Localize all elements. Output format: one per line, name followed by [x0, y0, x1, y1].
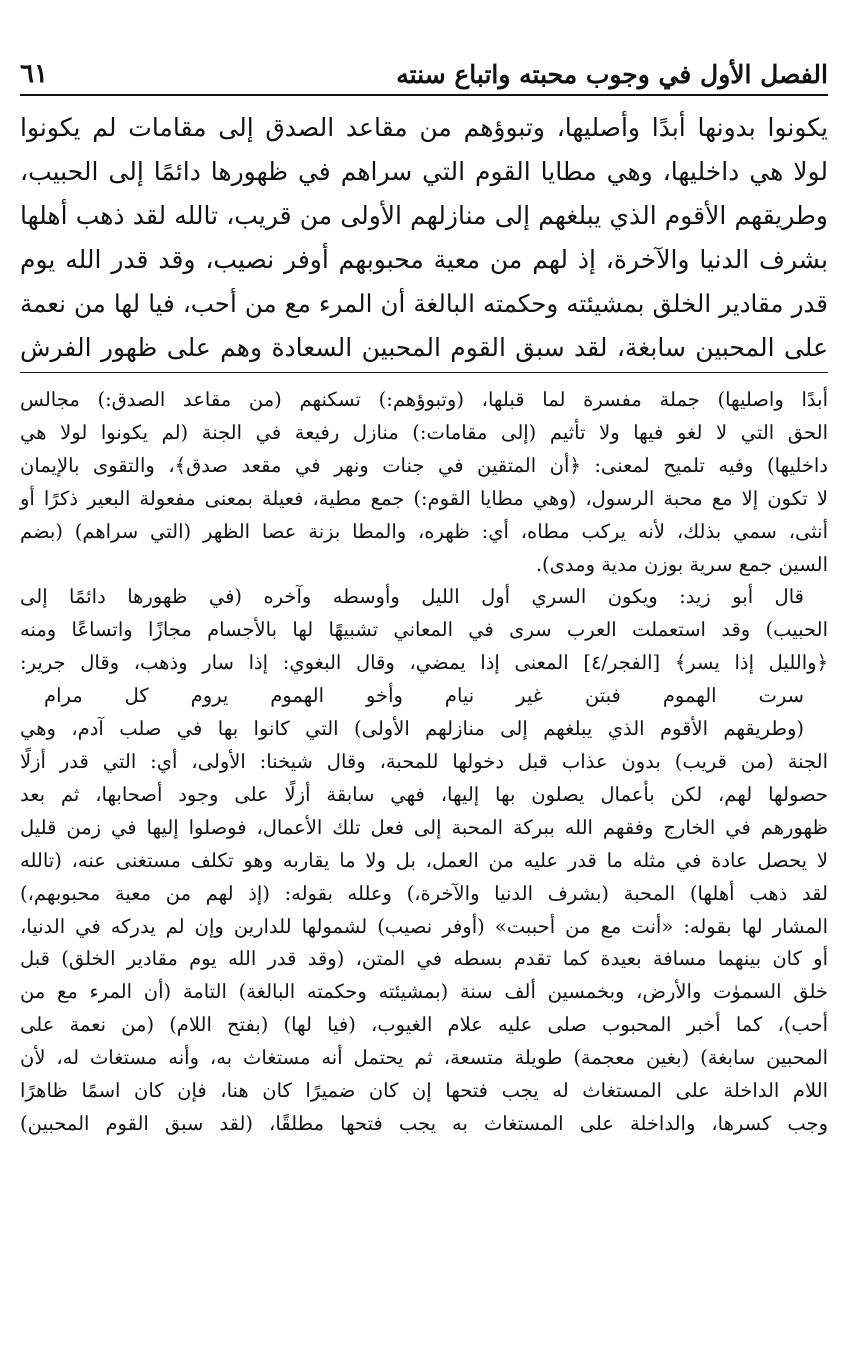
poem-verse: سرت الهموم فبتن غير نيام وأخو الهموم يروم كل مرام — [44, 684, 804, 708]
commentary-line: أبدًا واصليها) جملة مفسرة لما قبلها، (وتبوؤهم:) تسكنهم (من مقاعد الصدق:) مجالس — [20, 388, 828, 411]
main-line: بشرف الدنيا والآخرة، إذ لهم من معية محبوبهم أوفر نصيب، وقد قدر الله يوم — [20, 245, 828, 274]
main-line: قدر مقادير الخلق بمشيئته وحكمته البالغة أن المرء مع من أحب، فيا لها من نعمة — [20, 289, 828, 318]
main-line: لولا هي داخليها، وهي مطايا القوم التي سراهم في ظهورها دائمًا إلى الحبيب، — [20, 157, 828, 186]
running-header — [20, 52, 828, 96]
commentary-line: الجنة (من قريب) بدون عذاب قبل دخولها للمحبة، وقال شيخنا: الأولى، أي: التي قدر أزلًا — [20, 749, 828, 773]
commentary-line: لقد ذهب أهلها) المحبة (بشرف الدنيا والآخرة،) وعلله بقوله: (إذ لهم من معية محبوبهم،) — [20, 881, 828, 905]
commentary-line: السين جمع سرية بوزن مدية ومدى). — [535, 552, 828, 576]
commentary-line: الحق التي لا لغو فيها ولا تأثيم (إلى مقامات:) منازل رفيعة في الجنة (لم يكونوا لولا هي — [20, 420, 828, 444]
commentary-line: لا تكون إلا مع محبة الرسول، (وهي مطايا القوم:) جمع مطية، فعيلة بمعنى مفعولة البعير ذكرًا أو — [20, 486, 828, 510]
main-line: وطريقهم الأقوم الذي يبلغهم إلى منازلهم الأولى من قريب، تالله لقد ذهب أهلها — [20, 201, 828, 230]
commentary-line: المشار لها بقوله: «أنت مع من أحببت» (أوفر نصيب) لشمولها للدارين وإن لم يدركه في الدنيا، — [20, 914, 828, 938]
commentary-line: داخليها) وفيه تلميح لمعنى: ﴿أن المتقين في جنات ونهر في مقعد صدق﴾، والتقوى بالإيمان — [20, 453, 828, 477]
commentary-line: أنثى، سمي بذلك، لأنه يركب مطاه، أي: ظهره، والمطا بزنة عصا الظهر (التي سراهم) (بضم — [20, 519, 828, 543]
main-line: يكونوا بدونها أبدًا وأصليها، وتبوؤهم من مقاعد الصدق إلى مقامات لم يكونوا — [20, 113, 828, 142]
commentary-line: لا يحصل عادة في مثله ما قدر عليه من العمل، بل ولا ما يقاربه وهو تكلف مستغنى عنه، (تالله — [20, 848, 828, 872]
commentary-line: حصولها لهم، لكن بأعمال يصلون بها إليها، فهي سابقة أزلًا على وجود أصحابها، ثم بعد — [20, 782, 828, 806]
main-text — [20, 106, 828, 370]
separator-rule — [20, 372, 828, 373]
page-number: ٦١ — [20, 59, 48, 89]
commentary — [20, 384, 828, 1141]
commentary-line: ﴿والليل إذا يسر﴾ [الفجر/٤] المعنى إذا يمضي، وقال البغوي: إذا سار وذهب، وقال جرير: — [20, 651, 828, 675]
commentary-line: خلق السموٰت والأرض، وبخمسين ألف سنة (بمشيئته وحكمته البالغة) التامة (أن المرء مع من — [20, 980, 828, 1004]
commentary-line: الحبيب) وقد استعملت العرب سرى في المعاني تشبيهًا لها بالأجسام مجازًا واتساعًا ومنه — [20, 618, 828, 642]
commentary-line: أحب)، كما أخبر المحبوب صلى عليه علام الغيوب، (فيا لها) (بفتح اللام) (من نعمة على — [20, 1013, 828, 1037]
commentary-line: اللام الداخلة على المستغاث له يجب فتحها إن كان ضميرًا كان هنا، فإن كان اسمًا ظاهرًا — [20, 1079, 828, 1103]
commentary-line: أو كان بينهما مسافة بعيدة كما تقدم بسطه في المتن، (وقد قدر الله يوم مقادير الخلق) قبل — [20, 947, 828, 971]
commentary-line: (وطريقهم الأقوم الذي يبلغهم إلى منازلهم الأولى) التي كانوا بها في صلب آدم، وهي — [20, 717, 804, 741]
commentary-line: ظهورهم في الخارج وفقهم الله ببركة المحبة إلى فعل تلك الأعمال، فوصلوا إليها في زمن قليل — [20, 815, 828, 839]
header-rule — [20, 94, 828, 96]
commentary-line: قال أبو زيد: ويكون السري أول الليل وأوسطه وآخره (في ظهورها دائمًا إلى — [20, 585, 804, 609]
main-line: على المحبين سابغة، لقد سبق القوم المحبين السعادة وهم على ظهور الفرش — [20, 333, 828, 362]
commentary-line: المحبين سابغة) (بغين معجمة) طويلة متسعة، ثم يحتمل أنه مستغاث به، وأنه مستغاث له، لأن — [20, 1046, 828, 1070]
chapter-title: الفصل الأول في وجوب محبته واتباع سنته — [396, 59, 828, 89]
commentary-line: وجب كسرها، والداخلة على المستغاث به يجب فتحها مطلقًا، (لقد سبق القوم المحبين) — [20, 1111, 828, 1135]
